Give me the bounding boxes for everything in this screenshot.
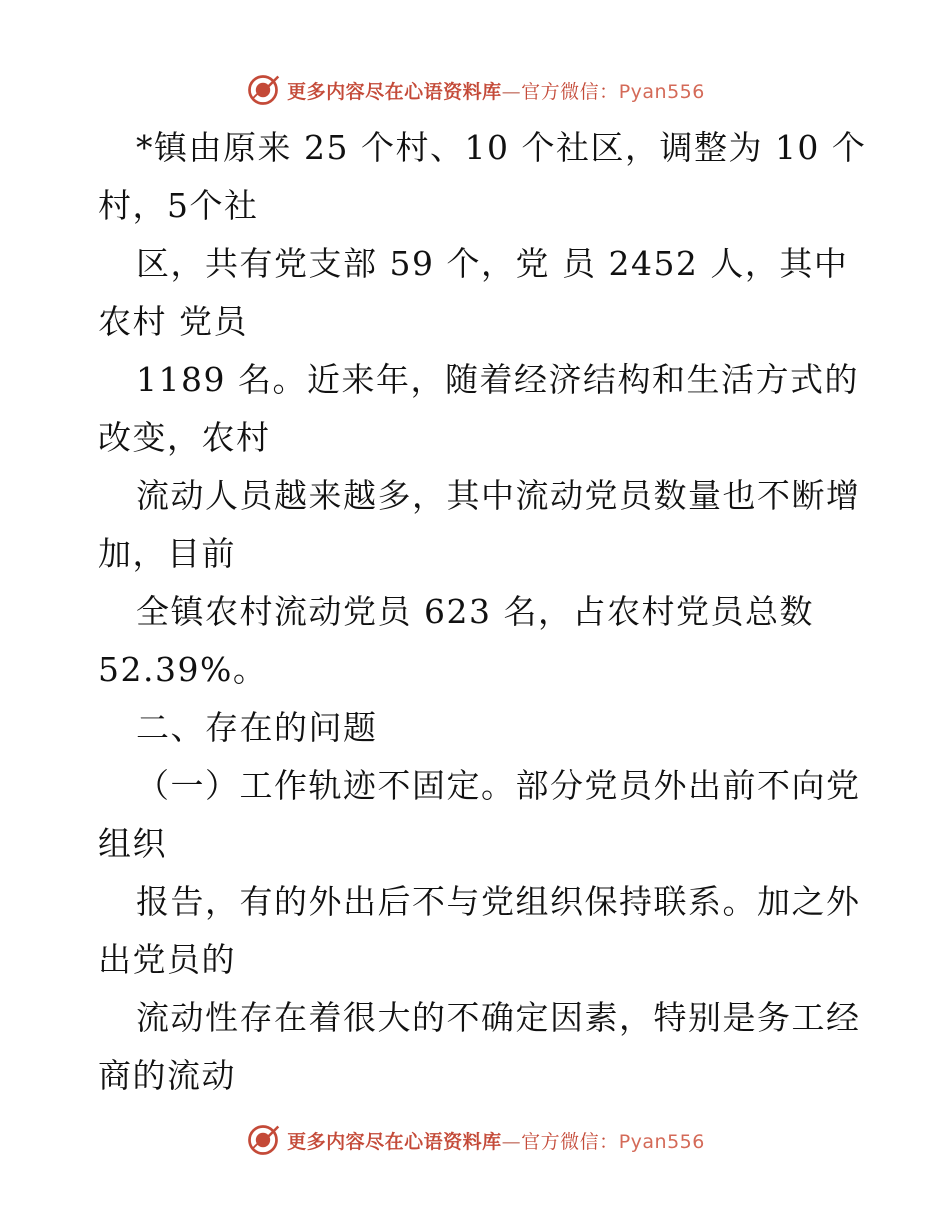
text-line: 农村 党员 bbox=[98, 302, 248, 341]
text-line: 加，目前 bbox=[98, 534, 236, 573]
watermark-label: 官方微信： bbox=[521, 80, 619, 103]
text-line: 52.39%。 bbox=[98, 650, 268, 689]
header-watermark bbox=[0, 68, 950, 112]
footer-watermark bbox=[0, 1118, 950, 1162]
quill-seal-icon bbox=[245, 1122, 281, 1158]
text-line: （一）工作轨迹不固定。部分党员外出前不向党 bbox=[136, 766, 861, 805]
text-line: 出党员的 bbox=[98, 940, 236, 979]
quill-seal-icon bbox=[245, 72, 281, 108]
text-line: 改变，农村 bbox=[98, 418, 271, 457]
watermark-brand: 更多内容尽在心语资料库 bbox=[287, 1130, 502, 1153]
watermark-id: Pyan556 bbox=[618, 80, 705, 103]
text-line: 报告，有的外出后不与党组织保持联系。加之外 bbox=[136, 882, 861, 921]
watermark-text bbox=[287, 77, 705, 104]
text-line: 村，5个社 bbox=[98, 186, 259, 225]
watermark-label: 官方微信： bbox=[521, 1130, 619, 1153]
text-line: 流动人员越来越多，其中流动党员数量也不断增 bbox=[136, 476, 861, 515]
watermark-separator: — bbox=[501, 1130, 522, 1153]
text-line: 组织 bbox=[98, 824, 167, 863]
text-line: 区，共有党支部 59 个，党 员 2452 人，其中 bbox=[136, 244, 849, 283]
text-line: 商的流动 bbox=[98, 1056, 236, 1095]
watermark-text bbox=[287, 1127, 705, 1154]
text-line: 流动性存在着很大的不确定因素，特别是务工经 bbox=[136, 998, 861, 1037]
section-heading: 二、存在的问题 bbox=[136, 708, 378, 747]
watermark-separator: — bbox=[501, 80, 522, 103]
watermark-id: Pyan556 bbox=[618, 1130, 705, 1153]
text-line: *镇由原来 25 个村、10 个社区，调整为 10 个 bbox=[136, 128, 867, 167]
watermark-brand: 更多内容尽在心语资料库 bbox=[287, 80, 502, 103]
text-line: 全镇农村流动党员 623 名，占农村党员总数 bbox=[136, 592, 814, 631]
text-line: 1189 名。近来年，随着经济结构和生活方式的 bbox=[136, 360, 859, 399]
